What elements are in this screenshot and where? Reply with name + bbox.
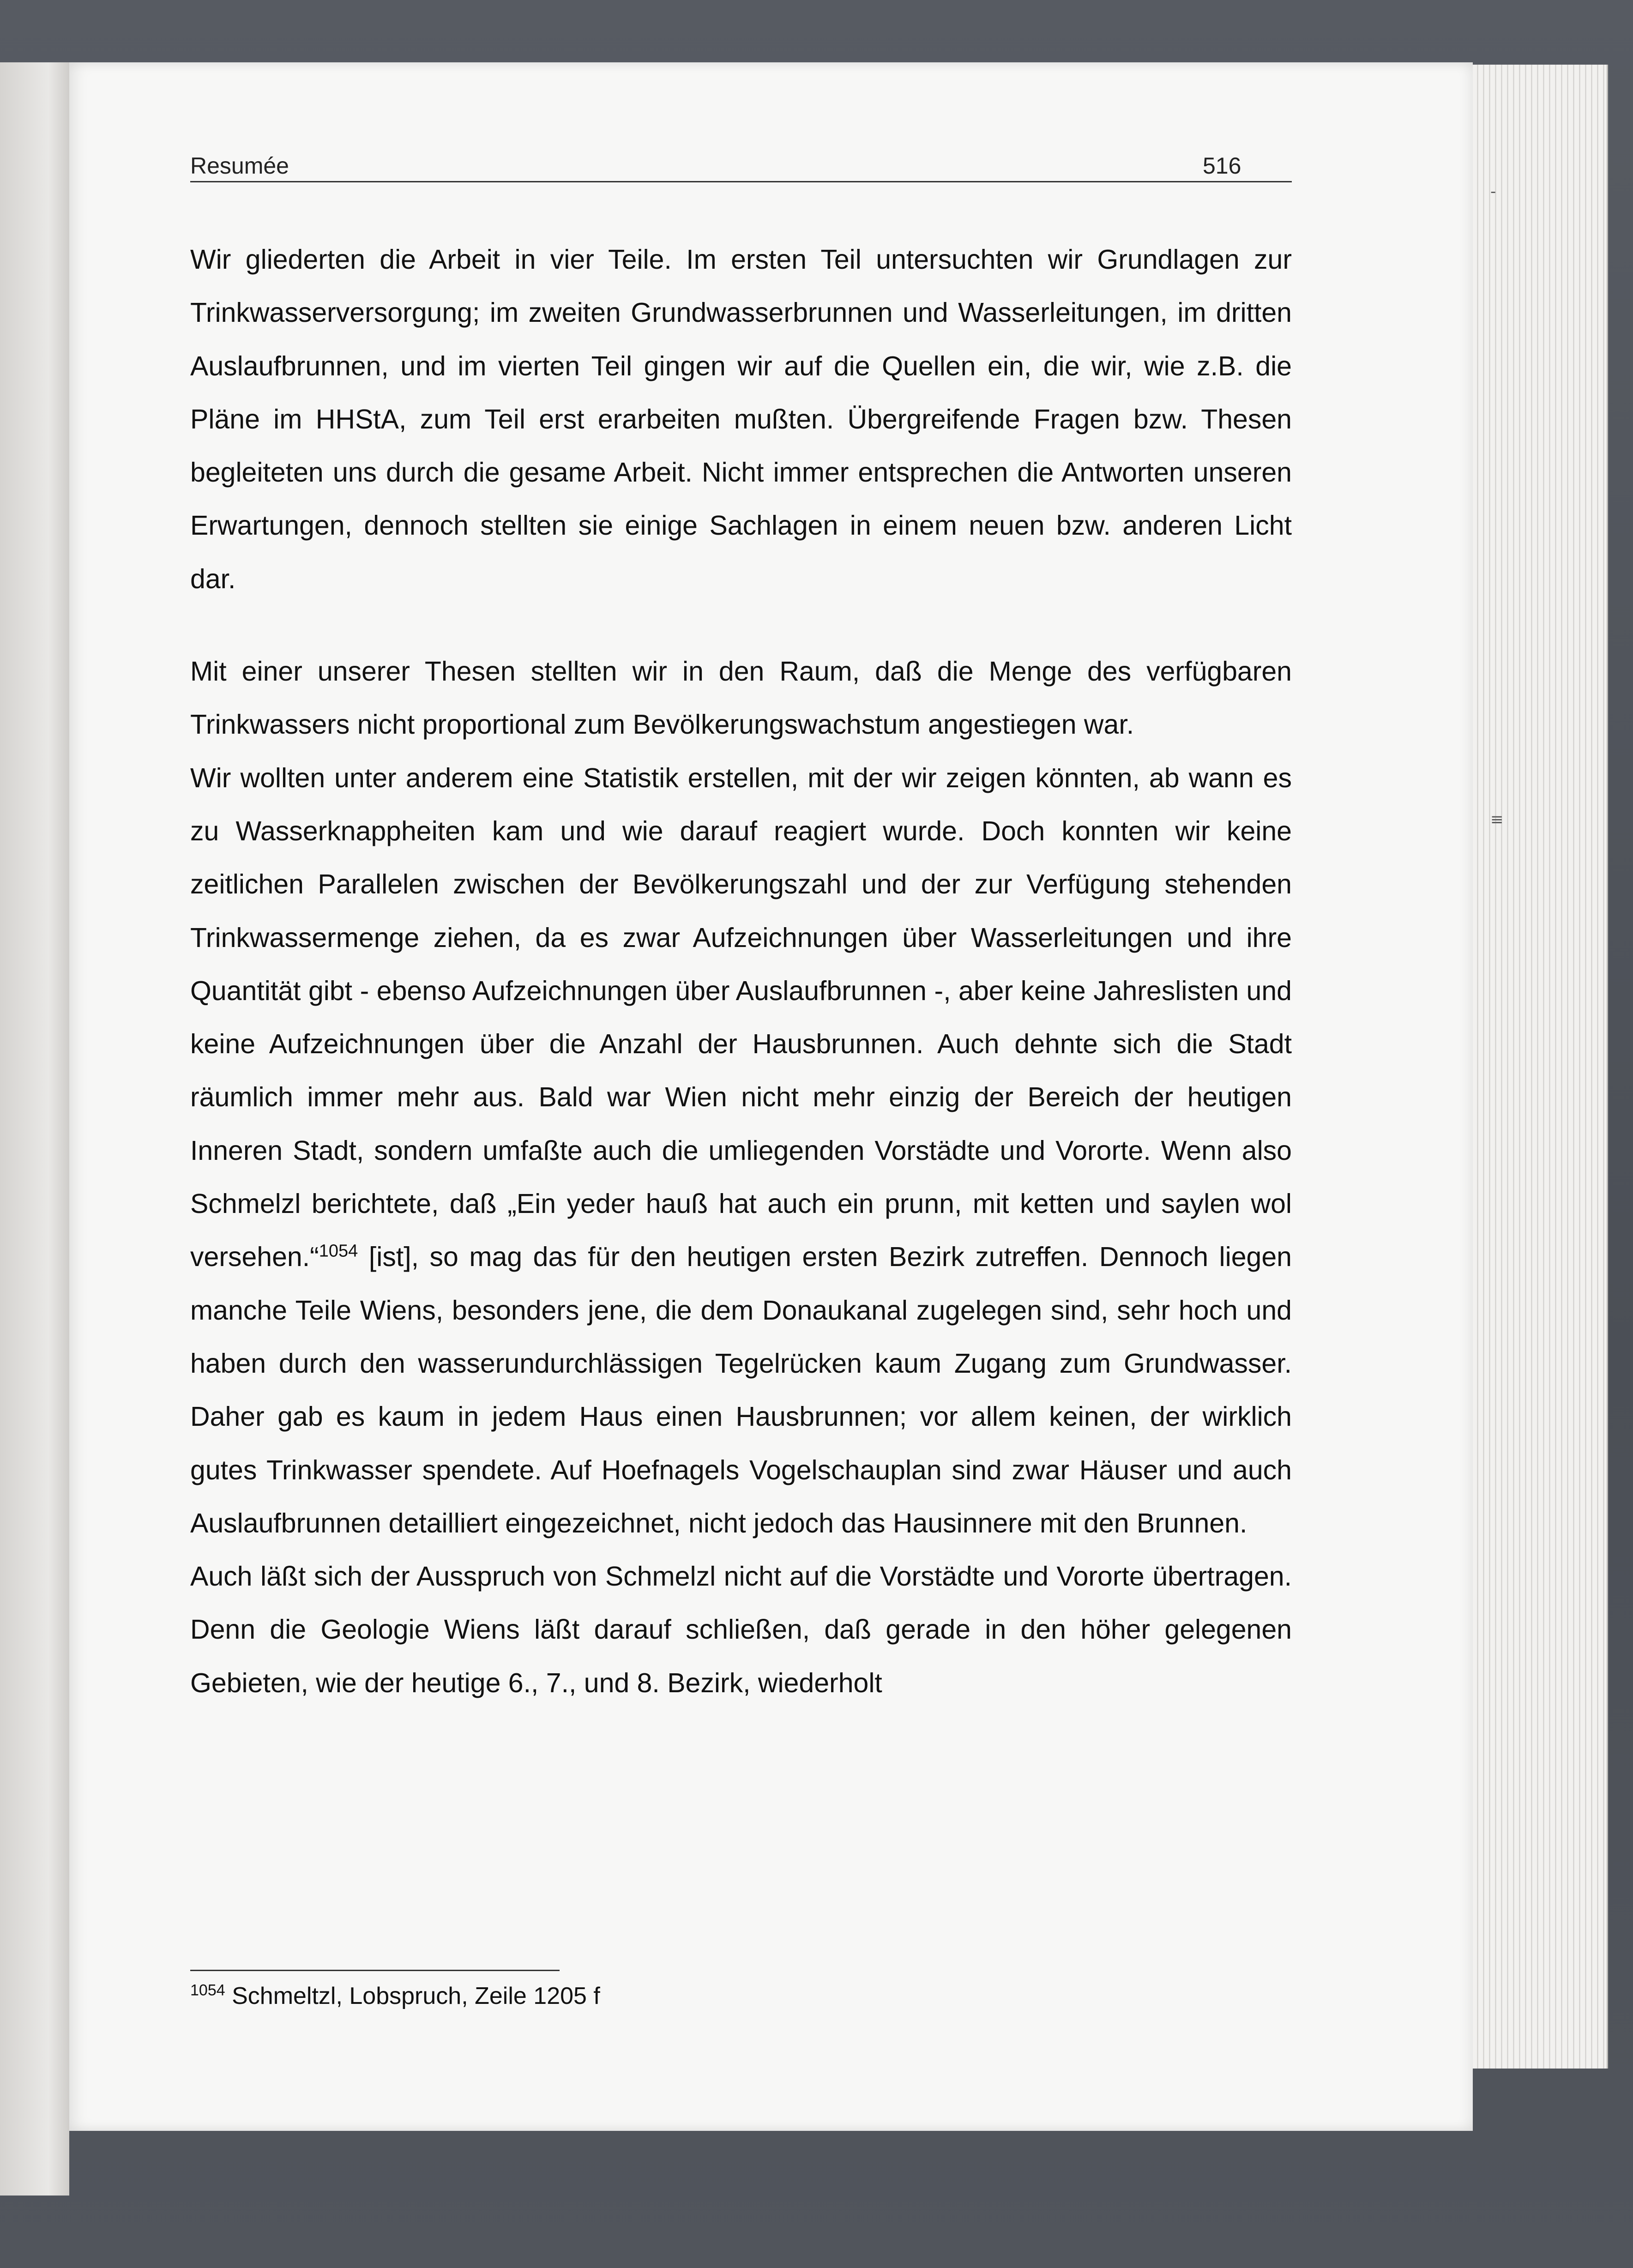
facing-page-edge — [0, 62, 69, 2196]
paragraph-statistics-text-b: [ist], so mag das für den heutigen ersten Bezirk zutreffen. Dennoch liegen manche Teile Wiens, besonders jene, die dem Donaukanal zugelegen sind, sehr hoch und haben durch den wasserundurchlässigen Tegelrücken kaum Zugang zum Grundwasser. Daher gab es kaum in jedem Haus einen Hausbrunnen; vor allem keinen, der wirklich gutes Trinkwasser spendete. Auf Hoefnagels Vogelschauplan sind zwar Häuser und auch Auslaufbrunnen detailliert eingezeichnet, nicht jedoch das Hausinnere mit den Brunnen. — [190, 1242, 1292, 1538]
footnote-text: Schmeltzl, Lobspruch, Zeile 1205 f — [232, 1983, 600, 2009]
edge-mark-upper: - — [1490, 182, 1496, 201]
header-rule — [190, 181, 1292, 182]
running-header-title: Resumée — [190, 153, 289, 179]
footnote-rule — [190, 1970, 560, 1971]
paragraph-statistics-text-a: Wir wollten unter anderem eine Statistik erstellen, mit der wir zeigen könnten, ab wann es zu Wasserknappheiten kam und wie darauf reagiert wurde. Doch konnten wir keine zeitlichen Parallelen zwischen der Bevölkerungszahl und der zur Verfügung stehenden Trinkwassermenge ziehen, da es zwar Aufzeichnungen über Wasserleitungen und ihre Quantität gibt - ebenso Aufzeichnungen über Auslaufbrunnen -, aber keine Jahreslisten und keine Aufzeichnungen über die Anzahl der Hausbrunnen. Auch dehnte sich die Stadt räumlich immer mehr aus. Bald war Wien nicht mehr einzig der Bereich der heutigen Inneren Stadt, sondern umfaßte auch die umliegenden Vorstädte und Vororte. Wenn also Schmelzl berichtete, daß „Ein yeder hauß hat auch ein prunn, mit ketten und saylen wol versehen.“ — [190, 762, 1292, 1273]
paragraph-thesis: Mit einer unserer Thesen stellten wir in den Raum, daß die Menge des verfügbaren Trinkwassers nicht proportional zum Bevölkerungswachstum angestiegen war. — [190, 656, 1292, 740]
footnote — [190, 1980, 600, 2012]
paragraph-structure: Wir gliederten die Arbeit in vier Teile. Im ersten Teil untersuchten wir Grundlagen zur Trinkwasserversorgung; im zweiten Grundwasserbrunnen und Wasserleitungen, im dritten Auslaufbrunnen, und im vierten Teil gingen wir auf die Quellen ein, die wir, wie z.B. die Pläne im HHStA, zum Teil erst erarbeiten mußten. Übergreifende Fragen bzw. Thesen begleiteten uns durch die gesame Arbeit. Nicht immer entsprechen die Antworten unseren Erwartungen, dennoch stellten sie einige Sachlagen in einem neuen bzw. anderen Licht dar. — [190, 244, 1292, 594]
edge-mark-lower: ≡ — [1490, 810, 1504, 829]
page-number: 516 — [1203, 153, 1241, 179]
paragraph-statistics — [190, 752, 1292, 1550]
footnote-reference: 1054 — [319, 1241, 358, 1261]
footnote-number: 1054 — [190, 1981, 225, 1999]
body-text — [190, 233, 1292, 1710]
paragraph-geology: Auch läßt sich der Ausspruch von Schmelzl nicht auf die Vorstädte und Vororte übertragen. Denn die Geologie Wiens läßt darauf schließen, daß gerade in den höher gelegenen Gebieten, wie der heutige 6., 7., und 8. Bezirk, wiederholt — [190, 1561, 1292, 1698]
page-block-edges — [1454, 65, 1608, 2069]
